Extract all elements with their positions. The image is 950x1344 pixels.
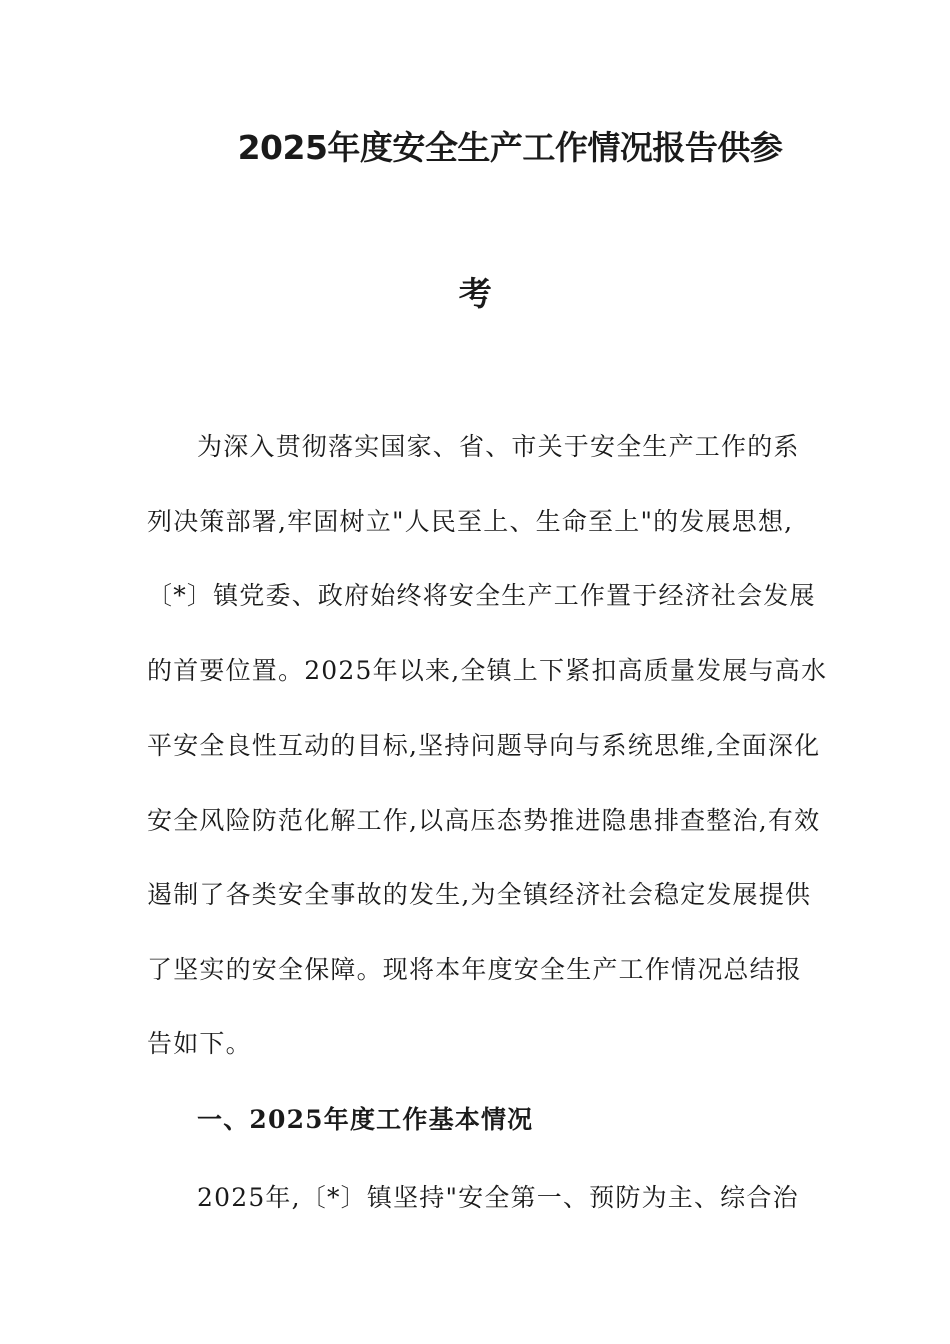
- paragraph-1-line-2: 列决策部署,牢固树立"人民至上、生命至上"的发展思想,: [147, 507, 794, 536]
- paragraph-2-line-1: 2025年,〔*〕镇坚持"安全第一、预防为主、综合治: [197, 1183, 799, 1212]
- document-title-line-2: 考: [458, 274, 492, 313]
- paragraph-1-line-3: 〔*〕镇党委、政府始终将安全生产工作置于经济社会发展: [147, 581, 816, 610]
- section-1-heading: 一、2025年度工作基本情况: [197, 1105, 534, 1134]
- paragraph-1-line-8: 了坚实的安全保障。现将本年度安全生产工作情况总结报: [147, 955, 803, 984]
- paragraph-1-line-7: 遏制了各类安全事故的发生,为全镇经济社会稳定发展提供: [147, 880, 812, 909]
- paragraph-1-line-1: 为深入贯彻落实国家、省、市关于安全生产工作的系: [197, 432, 800, 461]
- document-title-line-1: 2025年度安全生产工作情况报告供参: [237, 128, 783, 167]
- paragraph-1-line-4: 的首要位置。2025年以来,全镇上下紧扣高质量发展与高水: [147, 656, 828, 685]
- paragraph-1-line-9: 告如下。: [147, 1029, 252, 1058]
- paragraph-1-line-6: 安全风险防范化解工作,以高压态势推进隐患排查整治,有效: [147, 806, 821, 835]
- paragraph-1-line-5: 平安全良性互动的目标,坚持问题导向与系统思维,全面深化: [147, 731, 821, 760]
